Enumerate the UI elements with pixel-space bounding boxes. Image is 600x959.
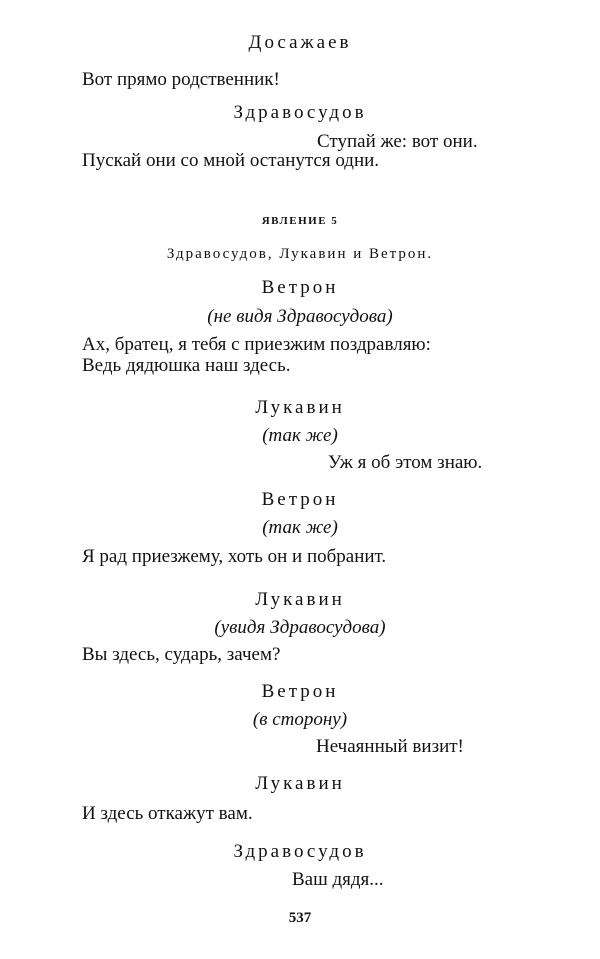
verse-line: Пускай они со мной останутся одни. [82,150,380,171]
verse-line: Уж я об этом знаю. [328,452,483,473]
stage-direction: (не видя Здравосудова) [207,306,393,327]
verse-line: Я рад приезжему, хоть он и побранит. [82,546,387,567]
speaker-name: Здравосудов [233,102,367,123]
verse-line: Ступай же: вот они. [317,131,478,152]
verse-line: Вы здесь, сударь, зачем? [82,644,281,665]
speaker-name: Ветрон [261,277,339,298]
verse-line: Ах, братец, я тебя с приезжим поздравляю: [82,334,431,355]
speaker-name: Ветрон [261,489,339,510]
verse-line: И здесь откажут вам. [82,803,253,824]
verse-line: Ваш дядя... [292,869,384,890]
speaker-name: Досажаев [248,32,352,53]
cast-list: Здравосудов, Лукавин и Ветрон. [166,246,434,262]
speaker-name: Лукавин [255,773,345,794]
verse-line: Ведь дядюшка наш здесь. [82,355,291,376]
speaker-name: Здравосудов [233,841,367,862]
stage-direction: (увидя Здравосудова) [214,617,386,638]
verse-line: Нечаянный визит! [316,736,464,757]
stage-direction: (так же) [262,517,338,538]
speaker-name: Лукавин [255,397,345,418]
speaker-name: Лукавин [255,589,345,610]
verse-line: Вот прямо родственник! [82,69,280,90]
page-number: 537 [288,910,312,926]
stage-direction: (так же) [262,425,338,446]
speaker-name: Ветрон [261,681,339,702]
stage-direction: (в сторону) [252,709,348,730]
scene-heading: ЯВЛЕНИЕ 5 [261,215,339,227]
